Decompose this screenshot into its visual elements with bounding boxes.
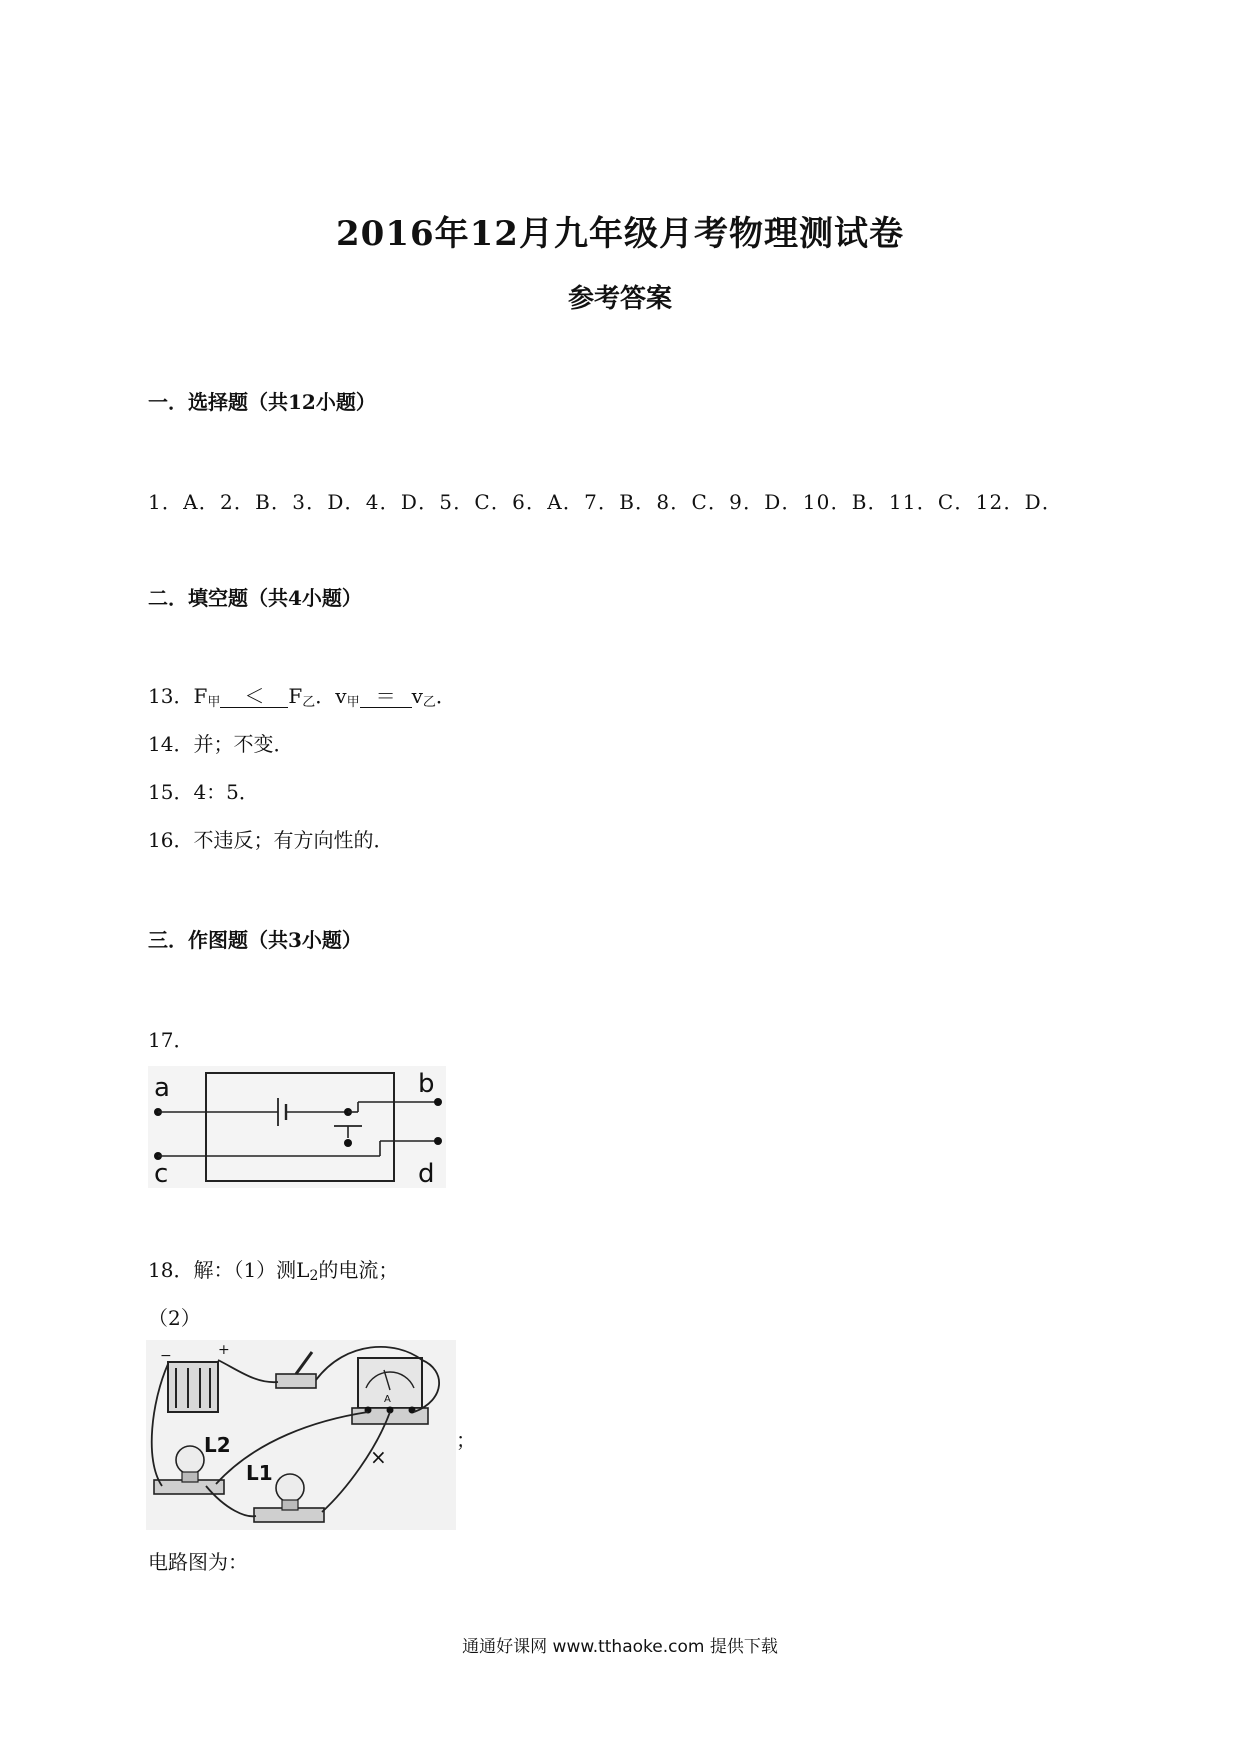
section-heading-fill: 二．填空题（共4小题） <box>148 586 362 610</box>
answer-13-num: 13． <box>148 684 194 708</box>
answer-13-sub-yi-2: 乙 <box>422 695 436 710</box>
answer-13-sep: ．v <box>315 684 347 708</box>
answer-13-f1: F <box>193 684 208 708</box>
answer-13-f2: F <box>288 684 303 708</box>
circuit-sketch-18 <box>146 1340 456 1530</box>
page-footer: 通通好课网 www.tthaoke.com 提供下载 <box>462 1637 778 1657</box>
lamp-label-l2: L2 <box>204 1433 231 1457</box>
answer-15: 15．4：5． <box>148 780 259 804</box>
answer-14: 14．并；不变． <box>148 732 294 756</box>
circuit-diagram-label: 电路图为： <box>148 1550 248 1574</box>
answer-13 <box>148 680 456 709</box>
answer-13-sub-yi-1: 乙 <box>302 695 316 710</box>
answer-18-text-b: 的电流； <box>318 1258 399 1282</box>
answer-18-text-a: 18．解：（1）测L <box>148 1258 310 1282</box>
lamp-label-l1: L1 <box>246 1461 273 1485</box>
answer-13-v2: v <box>411 684 423 708</box>
answer-18-part2: （2） <box>148 1306 201 1330</box>
answer-17-num: 17． <box>148 1028 194 1052</box>
circuit-diagram-17 <box>148 1066 446 1188</box>
section-heading-choice: 一．选择题（共12小题） <box>148 390 376 414</box>
terminal-label-b: b <box>418 1069 435 1099</box>
ammeter-label: A <box>384 1394 391 1405</box>
page-title: 2016年12月九年级月考物理测试卷 <box>336 214 904 254</box>
page-subtitle: 参考答案 <box>567 284 672 314</box>
terminal-label-c: c <box>154 1159 169 1189</box>
cross-mark: × <box>370 1445 387 1469</box>
answer-13-sub-jia-2: 甲 <box>346 695 360 710</box>
answer-18-sub: 2 <box>309 1268 319 1284</box>
svg-text:+: + <box>218 1342 230 1358</box>
answer-13-sub-jia-1: 甲 <box>207 695 221 710</box>
svg-text:−: − <box>160 1348 172 1364</box>
answer-18-line1 <box>148 1254 398 1283</box>
terminal-label-a: a <box>154 1073 170 1103</box>
answer-13-blank-1: ＜ <box>220 685 288 708</box>
answer-13-blank-2: ＝ <box>360 685 412 708</box>
answer-13-end: ． <box>435 684 456 708</box>
section-heading-drawing: 三．作图题（共3小题） <box>148 928 362 952</box>
answer-16: 16．不违反；有方向性的． <box>148 828 394 852</box>
terminal-label-d: d <box>418 1159 435 1189</box>
choice-answers: 1．A．2．B．3．D．4．D．5．C．6．A．7．B．8．C．9．D．10．B．11．C．12．D． <box>148 490 1064 514</box>
sketch-semicolon: ； <box>456 1428 476 1452</box>
